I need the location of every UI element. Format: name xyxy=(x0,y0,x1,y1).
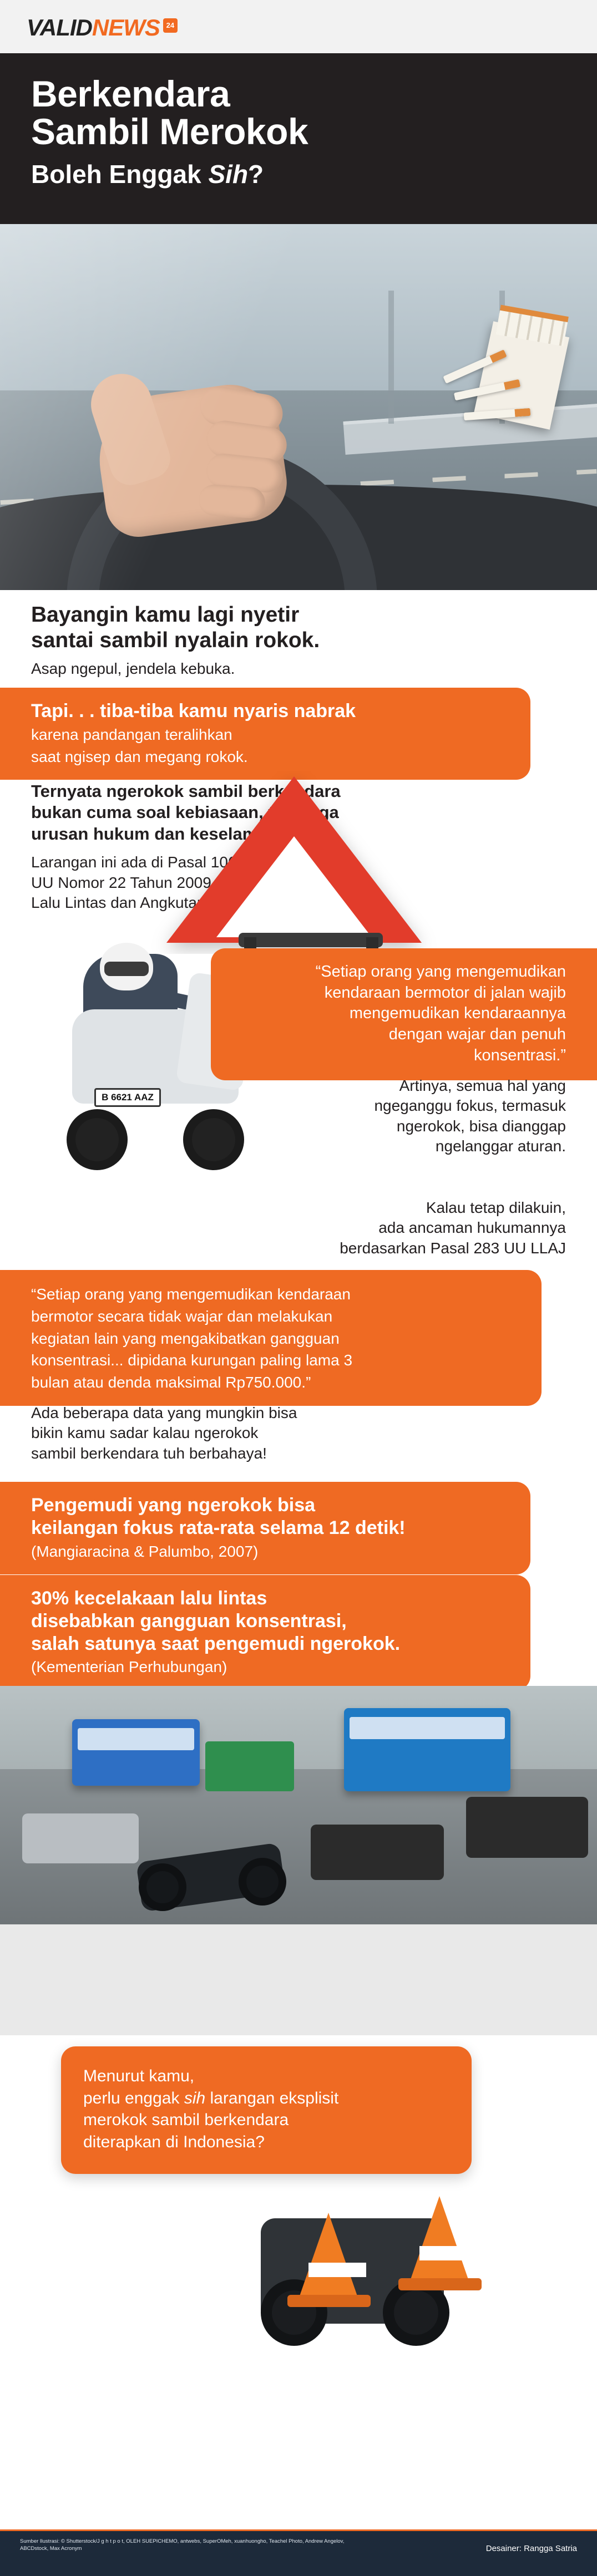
penalty-intro xyxy=(0,1198,597,1258)
hero-image-hand-on-steering-wheel xyxy=(0,224,597,590)
quote-283-line-2: bermotor secara tidak wajar dan melakukan xyxy=(31,1307,333,1325)
quote-283-line-5: bulan atau denda maksimal Rp750.000.” xyxy=(31,1374,311,1391)
quote-pasal-283-box xyxy=(0,1270,542,1406)
quote-pasal-106-box xyxy=(211,948,597,1080)
page-subtitle xyxy=(31,161,566,187)
lead-bold-1: Bayangin kamu lagi nyetir xyxy=(31,603,300,627)
license-plate: B 6621 AAZ xyxy=(94,1088,161,1107)
fact-focus-loss xyxy=(0,1482,597,1574)
logo-bar xyxy=(0,0,597,53)
bus-2-window xyxy=(350,1717,505,1739)
fact-1-bold-2: keilangan fokus rata-rata selama 12 detik! xyxy=(31,1517,406,1538)
traffic-accident-image xyxy=(0,1686,597,1924)
callout-danger xyxy=(0,688,597,780)
footer-designer: Desainer: Rangga Satria xyxy=(485,2544,577,2553)
validnews-logo[interactable] xyxy=(27,14,178,41)
quote-283-line-4: konsentrasi... dipidana kurungan paling lama 3 xyxy=(31,1351,353,1369)
data-intro xyxy=(0,1403,597,1464)
law-intro-line-2: UU Nomor 22 Tahun 2009 tentang xyxy=(31,873,267,891)
bus-2 xyxy=(344,1708,510,1791)
logo-badge: 24 xyxy=(163,18,178,33)
car-dark-1 xyxy=(311,1825,444,1880)
quote-106-line-5: konsentrasi.” xyxy=(473,1046,566,1064)
quote-283-line-3: kegiatan lain yang mengakibatkan gangguan xyxy=(31,1329,340,1347)
hero-glass-reflection xyxy=(0,224,597,590)
penalty-intro-line-1: Kalau tetap dilakuin, xyxy=(426,1199,566,1216)
callout-danger-bold: Tapi. . . tiba-tiba kamu nyaris nabrak xyxy=(31,700,356,722)
fact-accident-rate-box xyxy=(0,1575,530,1690)
page-title xyxy=(31,75,566,151)
fact-2-bold-1: 30% kecelakaan lalu lintas xyxy=(31,1588,267,1609)
cta-line-4: diterapkan di Indonesia? xyxy=(83,2132,265,2151)
footer-sources: Sumber Ilustrasi: © Shutterstock/J g h t p o t, OLEH SUEPICHEMO, antwebs, SuperOMeh, xuanhuongho, Teachel Photo, Andrew Angelov, ABCDstock, Max Acronym xyxy=(20,2538,345,2552)
title-line-2: Sambil Merokok xyxy=(31,110,308,152)
data-intro-line-3: sambil berkendara tuh berbahaya! xyxy=(31,1444,267,1462)
quote-283-line-1: “Setiap orang yang mengemudikan kendaraan xyxy=(31,1286,351,1303)
law-intro-line-1: Larangan ini ada di Pasal 106 ayat (1) xyxy=(31,853,294,871)
footer-accent-bar xyxy=(0,2529,597,2531)
fallen-motorcycle-wheel-1 xyxy=(139,1863,186,1911)
cta-line-2-b: larangan eksplisit xyxy=(205,2089,339,2107)
logo-text-valid: VALID xyxy=(27,14,92,40)
penalty-intro-line-3: berdasarkan Pasal 283 UU LLAJ xyxy=(340,1239,566,1257)
section-divider-gap xyxy=(0,1924,597,2035)
cta-question-box xyxy=(61,2046,472,2174)
fact-focus-loss-box xyxy=(0,1482,530,1574)
lead-paragraph xyxy=(0,602,597,678)
penalty-intro-line-2: ada ancaman hukumannya xyxy=(378,1219,566,1237)
lead-bold-2: santai sambil nyalain rokok. xyxy=(31,628,320,653)
subtitle-italic: Sih xyxy=(208,159,249,189)
minibus xyxy=(205,1741,294,1791)
car-dark-2 xyxy=(466,1797,588,1858)
quote-106-line-1: “Setiap orang yang mengemudikan xyxy=(315,963,566,980)
fact-1-bold-1: Pengemudi yang ngerokok bisa xyxy=(31,1495,316,1516)
fact-2-bold-2: disebabkan gangguan konsentrasi, xyxy=(31,1610,347,1632)
fact-accident-rate xyxy=(0,1575,597,1690)
data-intro-line-2: bikin kamu sadar kalau ngerokok xyxy=(31,1424,259,1442)
traffic-cone-1-band xyxy=(308,2263,366,2277)
lead-sub: Asap ngepul, jendela kebuka. xyxy=(31,660,235,678)
law-intro-bold-1: Ternyata ngerokok sambil berkendara xyxy=(31,781,341,801)
cta-line-2-a: perlu enggak xyxy=(83,2089,184,2107)
subtitle-part-a: Boleh Enggak xyxy=(31,159,209,189)
data-intro-line-1: Ada beberapa data yang mungkin bisa xyxy=(31,1404,297,1421)
callout-danger-line-1: karena pandangan teralihkan xyxy=(31,725,232,743)
law-intro-bold-2: bukan cuma soal kebiasaan, tapi juga xyxy=(31,802,339,822)
explanation-line-4: ngelanggar aturan. xyxy=(435,1137,566,1155)
bus-1 xyxy=(72,1719,200,1786)
footer xyxy=(0,2529,597,2576)
traffic-cone-1 xyxy=(300,2213,357,2296)
callout-danger-line-2: saat ngisep dan megang rokok. xyxy=(31,748,248,765)
logo-text-news: NEWS xyxy=(92,14,160,40)
fallen-motorcycle-wheel-2 xyxy=(239,1858,286,1906)
title-block xyxy=(0,53,597,224)
quote-106-line-3: mengemudikan kendaraannya xyxy=(349,1004,566,1023)
traffic-cone-2-base xyxy=(398,2278,482,2290)
quote-106-line-2: kendaraan bermotor di jalan wajib xyxy=(324,983,566,1002)
title-line-1: Berkendara xyxy=(31,73,230,114)
cta-line-3: merokok sambil berkendara xyxy=(83,2111,289,2130)
warning-triangle-image xyxy=(0,771,597,954)
law-intro-bold-3: urusan hukum dan keselamatan! xyxy=(31,824,299,844)
callout-danger-box xyxy=(0,688,530,780)
explanation-line-1: Artinya, semua hal yang xyxy=(399,1077,566,1094)
warning-triangle-inner xyxy=(216,836,372,937)
cta-line-2-italic: sih xyxy=(184,2089,206,2107)
fact-2-source: (Kementerian Perhubungan) xyxy=(31,1658,227,1676)
explanation-line-3: ngerokok, bisa dianggap xyxy=(396,1117,566,1135)
fact-1-source: (Mangiaracina & Palumbo, 2007) xyxy=(31,1542,259,1560)
traffic-cone-2 xyxy=(411,2196,468,2279)
subtitle-part-b: ? xyxy=(248,159,264,189)
quote-pasal-106 xyxy=(0,948,597,1080)
cta-line-2 xyxy=(83,2087,449,2110)
traffic-cone-2-band xyxy=(419,2246,477,2260)
bus-1-window xyxy=(78,1728,194,1750)
quote-106-line-4: dengan wajar dan penuh xyxy=(388,1025,566,1044)
quote-pasal-283 xyxy=(0,1270,597,1406)
traffic-cone-1-base xyxy=(287,2295,371,2307)
cones-and-quad-image xyxy=(0,2179,597,2346)
cta-line-1: Menurut kamu, xyxy=(83,2067,195,2085)
fact-2-bold-3: salah satunya saat pengemudi ngerokok. xyxy=(31,1633,401,1654)
explanation-line-2: ngeganggu fokus, termasuk xyxy=(374,1097,566,1115)
law-intro-line-3: Lalu Lintas dan Angkutan Jalan (LLAJ)! xyxy=(31,894,302,912)
car-silver xyxy=(22,1813,139,1863)
quote-106-explanation xyxy=(0,1076,597,1157)
